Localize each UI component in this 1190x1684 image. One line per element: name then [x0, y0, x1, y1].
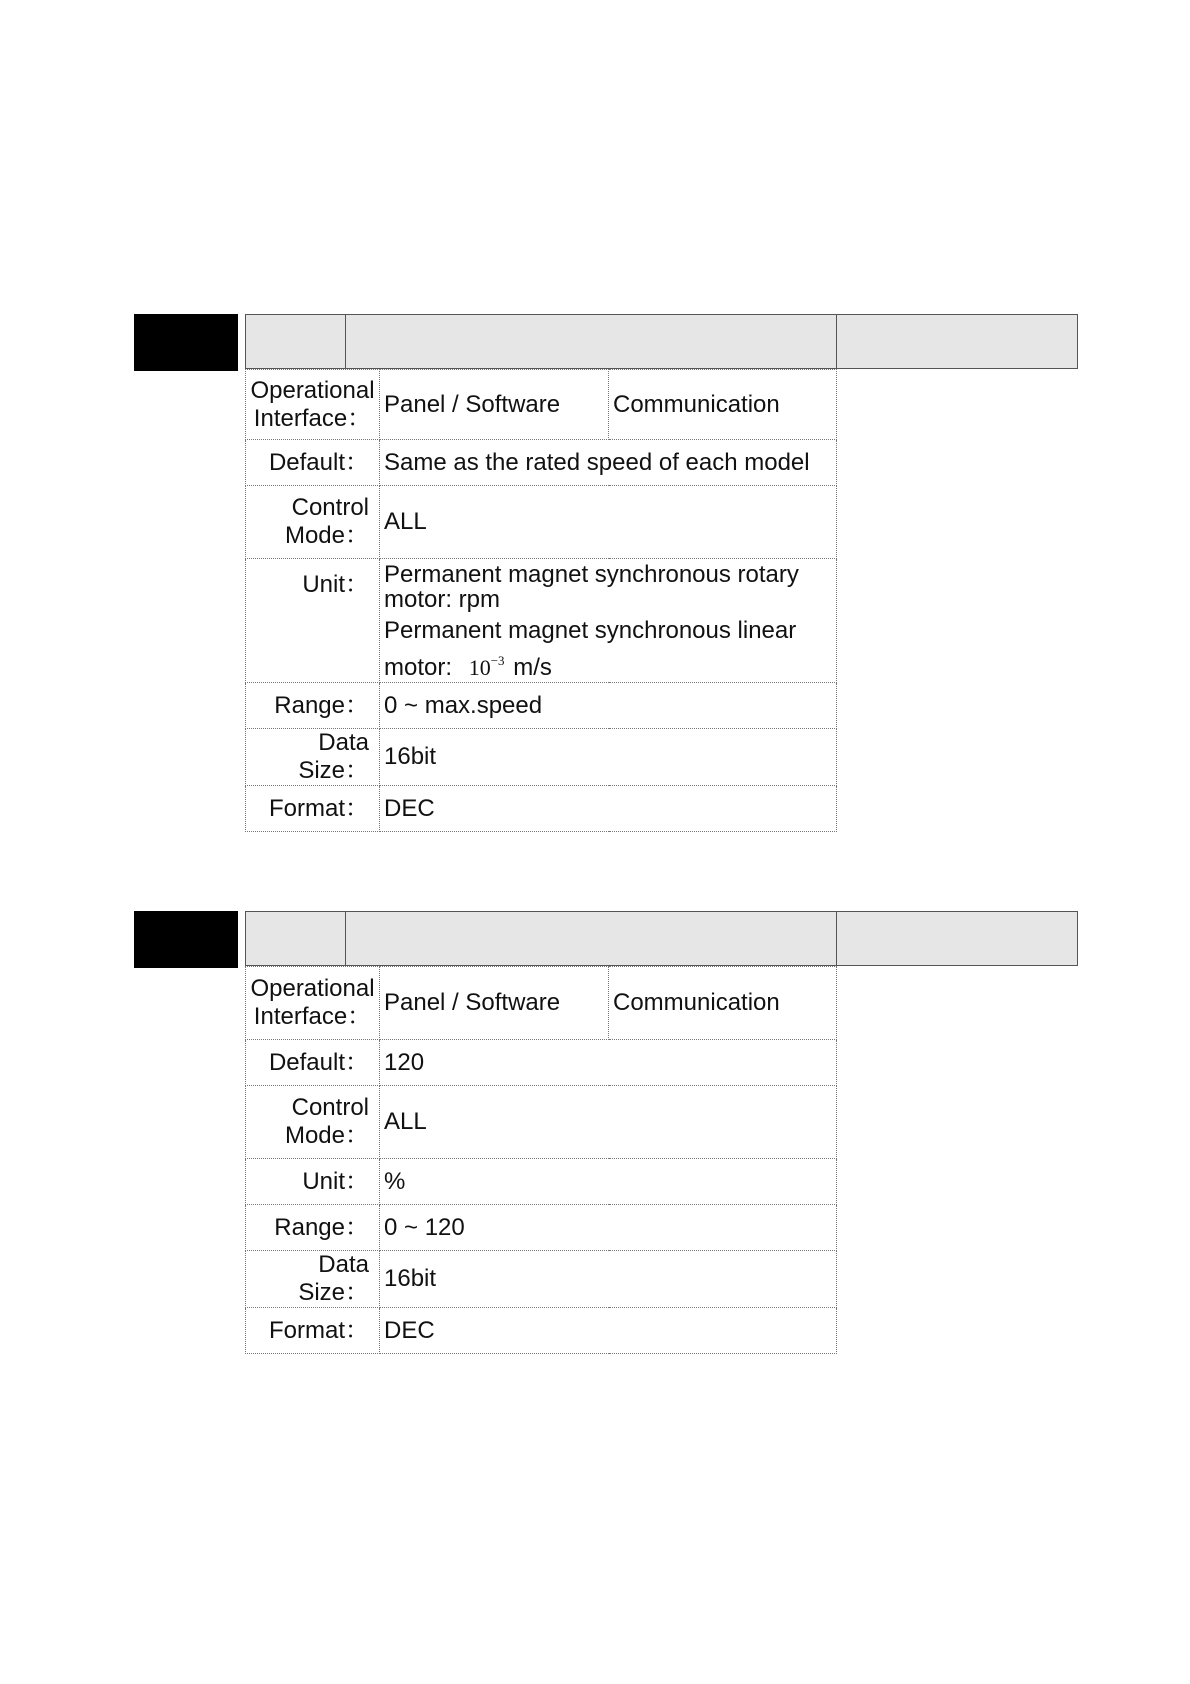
parameter-header-bar: [245, 911, 1078, 966]
header-code-cell: [246, 315, 346, 368]
header-name-cell: [346, 912, 837, 965]
unit-value: %: [380, 1159, 837, 1205]
header-address-cell: [837, 315, 1079, 368]
operational-interface-label: Operational Interface：: [246, 370, 380, 440]
data-size-value: 16bit: [380, 1251, 837, 1308]
unit-row: [246, 1159, 837, 1205]
header-address-cell: [837, 912, 1079, 965]
parameter-spec-table: [245, 369, 837, 832]
default-row: [246, 440, 837, 486]
parameter-code-tab: [134, 911, 238, 968]
unit-linear-line-2: motor: $10^{-3}$ m/s: [384, 653, 552, 681]
data-size-row: [246, 1251, 837, 1308]
range-row: [246, 683, 837, 729]
control-mode-value: ALL: [380, 1086, 837, 1159]
format-row: [246, 786, 837, 832]
operational-interface-row: [246, 967, 837, 1040]
range-value: 0 ~ 120: [380, 1205, 837, 1251]
control-mode-row: [246, 486, 837, 559]
default-value: Same as the rated speed of each model: [380, 440, 837, 486]
control-mode-value: ALL: [380, 486, 837, 559]
unit-linear-line-1: Permanent magnet synchronous linear: [384, 617, 797, 644]
control-mode-label: Control Mode：: [246, 486, 380, 559]
default-label: Default：: [246, 1040, 380, 1086]
default-value: 120: [380, 1040, 837, 1086]
unit-rotary-line-2: motor: rpm: [384, 586, 501, 613]
interface-communication: Communication: [609, 370, 837, 440]
control-mode-row: [246, 1086, 837, 1159]
format-row: [246, 1308, 837, 1354]
header-code-cell: [246, 912, 346, 965]
data-size-label: Data Size：: [246, 729, 380, 786]
range-label: Range：: [246, 1205, 380, 1251]
format-label: Format：: [246, 786, 380, 832]
format-label: Format：: [246, 1308, 380, 1354]
unit-value: [380, 559, 837, 683]
interface-communication: Communication: [609, 967, 837, 1040]
unit-rotary-line-1: Permanent magnet synchronous rotary: [384, 561, 799, 588]
parameter-spec-table: [245, 966, 837, 1354]
interface-panel-software: Panel / Software: [380, 370, 609, 440]
parameter-header-bar: [245, 314, 1078, 369]
interface-panel-software: Panel / Software: [380, 967, 609, 1040]
range-row: [246, 1205, 837, 1251]
operational-interface-row: [246, 370, 837, 440]
data-size-label: Data Size：: [246, 1251, 380, 1308]
default-row: [246, 1040, 837, 1086]
format-value: DEC: [380, 1308, 837, 1354]
data-size-value: 16bit: [380, 729, 837, 786]
parameter-block-1: [0, 314, 1190, 834]
unit-row: [246, 559, 837, 683]
format-value: DEC: [380, 786, 837, 832]
parameter-block-2: [0, 911, 1190, 1351]
header-name-cell: [346, 315, 837, 368]
operational-interface-label: Operational Interface：: [246, 967, 380, 1040]
unit-label: Unit：: [246, 1159, 380, 1205]
parameter-code-tab: [134, 314, 238, 371]
range-value: 0 ~ max.speed: [380, 683, 837, 729]
default-label: Default：: [246, 440, 380, 486]
control-mode-label: Control Mode：: [246, 1086, 380, 1159]
unit-label: Unit：: [246, 559, 380, 683]
unit-exponent-expression: $10^{-3}$: [468, 653, 505, 680]
data-size-row: [246, 729, 837, 786]
range-label: Range：: [246, 683, 380, 729]
